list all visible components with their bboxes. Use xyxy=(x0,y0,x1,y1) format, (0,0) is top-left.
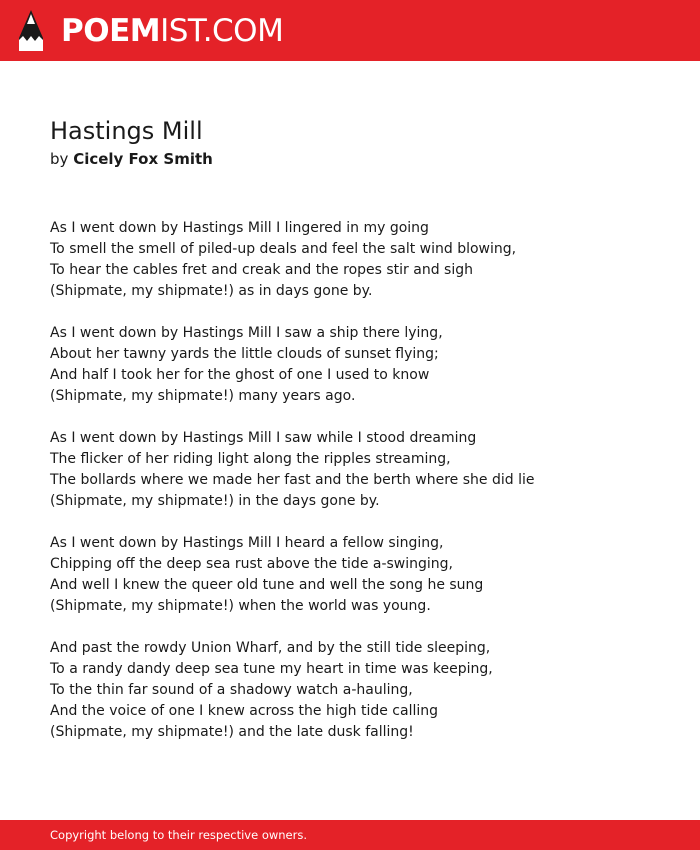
poem-line: (Shipmate, my shipmate!) many years ago. xyxy=(50,388,356,404)
site-footer xyxy=(0,820,700,850)
poem-line: As I went down by Hastings Mill I saw while I stood dreaming xyxy=(50,430,477,446)
poem-line: (Shipmate, my shipmate!) as in days gone by. xyxy=(50,283,373,299)
logo-bold-text: POEM xyxy=(61,13,161,49)
copyright-notice: Copyright belong to their respective owners. xyxy=(50,828,308,842)
poem-line: To a randy dandy deep sea tune my heart in time was keeping, xyxy=(50,661,493,677)
poem-author: Cicely Fox Smith xyxy=(73,150,213,168)
site-logo[interactable] xyxy=(61,11,283,51)
stanza-1 xyxy=(50,218,670,302)
poem-line: And the voice of one I knew across the high tide calling xyxy=(50,703,438,719)
poem-line: (Shipmate, my shipmate!) when the world was young. xyxy=(50,598,431,614)
poem-line: About her tawny yards the little clouds of sunset flying; xyxy=(50,346,439,362)
poem-line: To the thin far sound of a shadowy watch a-hauling, xyxy=(50,682,413,698)
poem-line: (Shipmate, my shipmate!) and the late dusk falling! xyxy=(50,724,414,740)
stanza-3 xyxy=(50,428,670,512)
poem-line: To hear the cables fret and creak and the ropes stir and sigh xyxy=(50,262,473,278)
poem-line: As I went down by Hastings Mill I lingered in my going xyxy=(50,220,429,236)
logo-light-text: IST.COM xyxy=(160,13,284,49)
poem-line: The flicker of her riding light along the ripples streaming, xyxy=(50,451,451,467)
stanza-5 xyxy=(50,638,670,743)
pencil-tip-icon[interactable] xyxy=(18,10,44,52)
poem-line: The bollards where we made her fast and the berth where she did lie xyxy=(50,472,535,488)
poem-line: To smell the smell of piled-up deals and feel the salt wind blowing, xyxy=(50,241,517,257)
site-header xyxy=(0,0,700,61)
poem-title: Hastings Mill xyxy=(50,117,203,145)
poem-byline xyxy=(50,148,213,170)
by-label: by xyxy=(50,150,69,168)
poem-line: And half I took her for the ghost of one I used to know xyxy=(50,367,430,383)
poem-line: As I went down by Hastings Mill I heard a fellow singing, xyxy=(50,535,444,551)
poem-line: (Shipmate, my shipmate!) in the days gone by. xyxy=(50,493,380,509)
stanza-4 xyxy=(50,533,670,617)
poem-line: As I went down by Hastings Mill I saw a ship there lying, xyxy=(50,325,443,341)
poem-line: And well I knew the queer old tune and well the song he sung xyxy=(50,577,484,593)
stanza-2 xyxy=(50,323,670,407)
poem-body xyxy=(50,218,670,764)
poem-line: Chipping off the deep sea rust above the tide a-swinging, xyxy=(50,556,454,572)
poem-line: And past the rowdy Union Wharf, and by the still tide sleeping, xyxy=(50,640,491,656)
